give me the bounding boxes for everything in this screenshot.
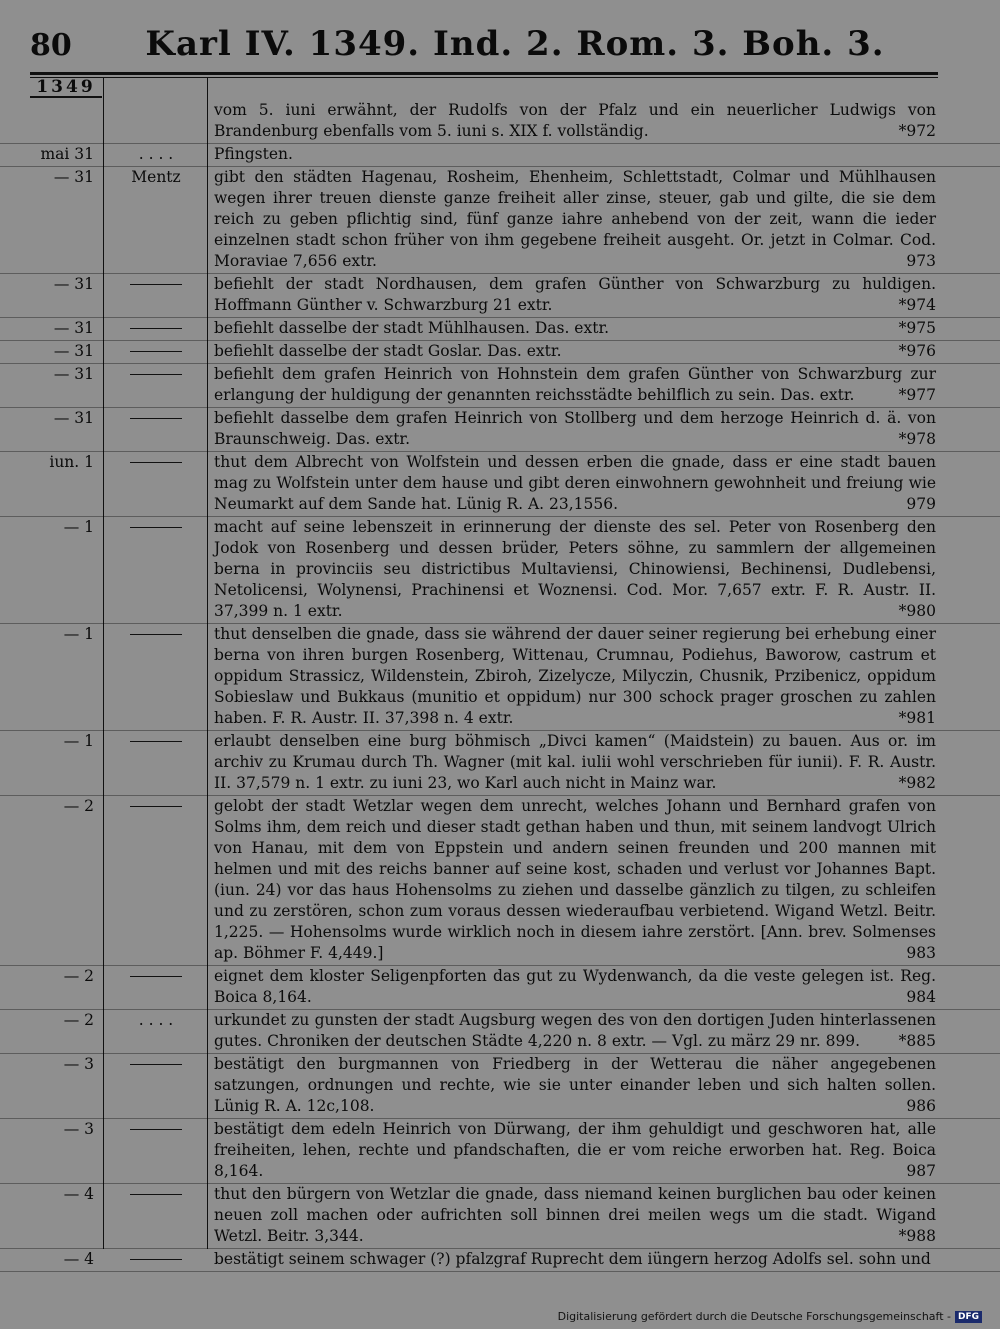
entry-text-body: befiehlt dasselbe dem grafen Heinrich von Stollberg und dem herzoge Heinrich d. ä. von Braunschweig. Das. extr. — [214, 409, 936, 448]
entry-number: 983 — [906, 944, 936, 962]
regest-entry — [0, 318, 1000, 341]
page-number: 80 — [30, 28, 72, 63]
entry-text — [214, 408, 936, 451]
regest-entry — [0, 341, 1000, 364]
entry-text — [214, 1249, 936, 1271]
entry-text-body: befiehlt dasselbe der stadt Goslar. Das. extr. — [214, 342, 562, 360]
entry-place-ditto — [110, 517, 202, 528]
entry-number: *980 — [898, 602, 936, 620]
entry-text-body: macht auf seine lebenszeit in erinnerung der dienste des sel. Peter von Rosenberg den Jodok von Rosenberg und dessen brüder, Peters söhne, zu sammlern der allgemeinen berna in provinciis seu districtibus Multaviensi, Chinowiensi, Bechinensi, Dudlebensi, Netolicensi, Wolynensi, Prachinensi et Woznensi. Cod. Mor. 7,657 extr. F. R. Austr. II. 37,399 n. 1 extr. — [214, 518, 936, 620]
entry-place-ditto — [110, 408, 202, 419]
regest-entry — [0, 796, 1000, 966]
entry-text-body: gelobt der stadt Wetzlar wegen dem unrecht, welches Johann und Bernhard grafen von Solms ihm, dem reich und dieser stadt gethan haben und thun, mit seinem landvogt Ulrich von Hanau, mit dem von Eppstein und andern seinen freunden und 200 mannen mit helmen und mit des reichs banner auf seine kost, schaden und verlust vor Johannes Bapt. (iun. 24) vor das haus Hohensolms zu ziehen und dasselbe gänzlich zu tilgen, zu schleifen und zu zerstören, schon zum voraus dessen wiederaufbau verbietend. Wigand Wetzl. Beitr. 1,225. — Hohensolms wurde wirklich noch in diesem iahre zerstört. [Ann. brev. Solmenses ap. Böhmer F. 4,449.] — [214, 797, 936, 962]
entry-place-ditto — [110, 1249, 202, 1260]
entry-text-body: Pfingsten. — [214, 145, 293, 163]
running-head: Karl IV. 1349. Ind. 2. Rom. 3. Boh. 3. — [145, 24, 885, 64]
entry-number: 987 — [906, 1162, 936, 1180]
entry-text — [214, 364, 936, 407]
entry-text-body: befiehlt dasselbe der stadt Mühlhausen. Das. extr. — [214, 319, 610, 337]
entry-date: — 31 — [53, 365, 94, 383]
regest-entry — [0, 1054, 1000, 1119]
entry-text-body: befiehlt dem grafen Heinrich von Hohnstein dem grafen Günther von Schwarzburg zur erlangung der huldigung der genannten reichsstädte behilflich zu sein. Das. extr. — [214, 365, 936, 404]
regest-entry — [0, 144, 1000, 167]
entry-text — [214, 1010, 936, 1053]
entry-text-body: bestätigt dem edeln Heinrich von Dürwang, der ihm gehuldigt und geschworen hat, alle freiheiten, lehen, rechte und pfandschaften, die er vom reiche erworben hat. Reg. Boica 8,164. — [214, 1120, 936, 1180]
entry-text — [214, 966, 936, 1009]
entry-number: *981 — [898, 709, 936, 727]
entry-date: — 4 — [63, 1185, 94, 1203]
entry-text-body: bestätigt seinem schwager (?) pfalzgraf Ruprecht dem iüngern herzog Adolfs sel. sohn und — [214, 1250, 931, 1268]
entry-place-ditto — [110, 364, 202, 375]
entry-date: — 3 — [63, 1055, 94, 1073]
entry-place-ditto — [110, 1054, 202, 1065]
entry-number: 973 — [906, 252, 936, 270]
entry-text-body: eignet dem kloster Seligenpforten das gut zu Wydenwanch, da die veste gelegen ist. Reg. Boica 8,164. — [214, 967, 936, 1006]
entry-number: *975 — [898, 319, 936, 337]
entry-text — [214, 341, 936, 363]
entry-date: — 31 — [53, 342, 94, 360]
regest-entry — [0, 517, 1000, 624]
entry-number: 979 — [906, 495, 936, 513]
regest-entry — [0, 274, 1000, 318]
entry-number: 984 — [906, 988, 936, 1006]
entry-text-body: erlaubt denselben eine burg böhmisch „Divci kamen“ (Maidstein) zu bauen. Aus or. im archiv zu Krumau durch Th. Wagner (mit kal. iulii wohl verschrieben für iunii). F. R. Austr. II. 37,579 n. 1 extr. zu iuni 23, wo Karl auch nicht in Mainz war. — [214, 732, 936, 792]
entry-number: *988 — [898, 1227, 936, 1245]
header-rule — [30, 72, 938, 75]
entry-text — [214, 731, 936, 795]
entry-text-body: vom 5. iuni erwähnt, der Rudolfs von der Pfalz und ein neuerlicher Ludwigs von Brandenburg ebenfalls vom 5. iuni s. XIX f. vollständig. — [214, 101, 936, 140]
entry-text-body: thut den bürgern von Wetzlar die gnade, dass niemand keinen burglichen bau oder keinen neuen zoll machen oder aufrichten soll binnen drei meilen wegs um die stadt. Wigand Wetzl. Beitr. 3,344. — [214, 1185, 936, 1245]
entry-text — [214, 274, 936, 317]
header-rule-thin — [30, 77, 938, 78]
entry-place-ditto — [110, 274, 202, 285]
entry-number: *974 — [898, 296, 936, 314]
entry-text — [214, 167, 936, 273]
entry-date: — 1 — [63, 625, 94, 643]
year-label: 1349 — [30, 78, 102, 98]
entry-text — [214, 517, 936, 623]
regest-entry — [0, 1249, 1000, 1272]
entry-date: — 4 — [63, 1250, 94, 1268]
regest-entry — [0, 1184, 1000, 1249]
entry-date: — 2 — [63, 797, 94, 815]
footer-credit: Digitalisierung gefördert durch die Deutsche Forschungsgemeinschaft - — [557, 1310, 951, 1323]
regest-entry — [0, 966, 1000, 1010]
entry-text-body: thut denselben die gnade, dass sie während der dauer seiner regierung bei erhebung einer berna von ihren burgen Rosenberg, Wittenau, Crumnau, Podiehus, Baworow, castrum et oppidum Strassicz, Wildenstein, Zbiroh, Zizelycze, Milyczin, Chusnik, Przibenicz, oppidum Sobieslaw und Bukkaus (munitio et oppidum) nur 300 schock prager groschen zu zahlen haben. F. R. Austr. II. 37,398 n. 4 extr. — [214, 625, 936, 727]
entry-place-ditto — [110, 318, 202, 329]
entry-place-ditto — [110, 624, 202, 635]
entry-date: — 31 — [53, 168, 94, 186]
entry-date: — 3 — [63, 1120, 94, 1138]
entry-number: *972 — [898, 122, 936, 140]
entry-number: *885 — [898, 1032, 936, 1050]
entry-text-body: urkundet zu gunsten der stadt Augsburg wegen des von den dortigen Juden hinterlassenen gutes. Chroniken der deutschen Städte 4,220 n. 8 extr. — Vgl. zu märz 29 nr. 899. — [214, 1011, 936, 1050]
regest-entry — [0, 731, 1000, 796]
entry-place-ditto — [110, 731, 202, 742]
entry-text-body: bestätigt den burgmannen von Friedberg in der Wetterau die näher angegebenen satzungen, ordnungen und rechte, wie sie unter einander leben und sich halten sollen. Lünig R. A. 12c,108. — [214, 1055, 936, 1115]
regest-entry — [0, 364, 1000, 408]
footer — [558, 1310, 982, 1323]
entry-date: — 31 — [53, 275, 94, 293]
regest-entry — [0, 1010, 1000, 1054]
regest-entry — [0, 100, 1000, 144]
entry-date: — 31 — [53, 409, 94, 427]
entry-text — [214, 796, 936, 965]
entry-number: *978 — [898, 430, 936, 448]
entry-text — [214, 1054, 936, 1118]
entry-text — [214, 1119, 936, 1183]
regest-entry — [0, 624, 1000, 731]
entry-text-body: befiehlt der stadt Nordhausen, dem grafen Günther von Schwarzburg zu huldigen. Hoffmann Günther v. Schwarzburg 21 extr. — [214, 275, 936, 314]
entry-date: — 2 — [63, 1011, 94, 1029]
entry-date: mai 31 — [40, 145, 94, 163]
entry-date: — 31 — [53, 319, 94, 337]
entry-text — [214, 144, 936, 166]
regest-entry — [0, 1119, 1000, 1184]
entry-date: — 1 — [63, 518, 94, 536]
entry-place: . . . . — [138, 1011, 174, 1029]
entry-text — [214, 452, 936, 516]
entry-text — [214, 100, 936, 143]
entry-place: Mentz — [131, 168, 181, 186]
entry-number: *982 — [898, 774, 936, 792]
entry-date: — 2 — [63, 967, 94, 985]
entry-text-body: gibt den städten Hagenau, Rosheim, Ehenheim, Schlettstadt, Colmar und Mühlhausen wegen ihrer treuen dienste ganze freiheit aller zinse, steuer, gab und gilte, die sie dem reich zu geben pflichtig sind, fünf ganze iahre anhebend von der zeit, wann die ieder einzelnen stadt schon früher von ihm gegebene freiheit ausgeht. Or. jetzt in Colmar. Cod. Moraviae 7,656 extr. — [214, 168, 936, 270]
entry-place-ditto — [110, 1184, 202, 1195]
dfg-logo: DFG — [955, 1311, 982, 1323]
entry-place-ditto — [110, 452, 202, 463]
regest-entry — [0, 408, 1000, 452]
entry-text — [214, 318, 936, 340]
entry-date: iun. 1 — [49, 453, 94, 471]
entry-text — [214, 624, 936, 730]
regest-entry — [0, 167, 1000, 274]
regest-entry — [0, 452, 1000, 517]
entry-number: *977 — [898, 386, 936, 404]
entry-number: 986 — [906, 1097, 936, 1115]
entry-text — [214, 1184, 936, 1248]
entry-text-body: thut dem Albrecht von Wolfstein und dessen erben die gnade, dass er eine stadt bauen mag zu Wolfstein unter dem hause und gibt deren einwohnern gewohnheit und freiung wie Neumarkt auf dem Sande hat. Lünig R. A. 23,1556. — [214, 453, 936, 513]
entry-place-ditto — [110, 966, 202, 977]
entry-date: — 1 — [63, 732, 94, 750]
entry-place-ditto — [110, 341, 202, 352]
entry-place-ditto — [110, 796, 202, 807]
entry-place: . . . . — [138, 145, 174, 163]
regesta-list — [0, 100, 1000, 1272]
entry-place-ditto — [110, 1119, 202, 1130]
entry-number: *976 — [898, 342, 936, 360]
